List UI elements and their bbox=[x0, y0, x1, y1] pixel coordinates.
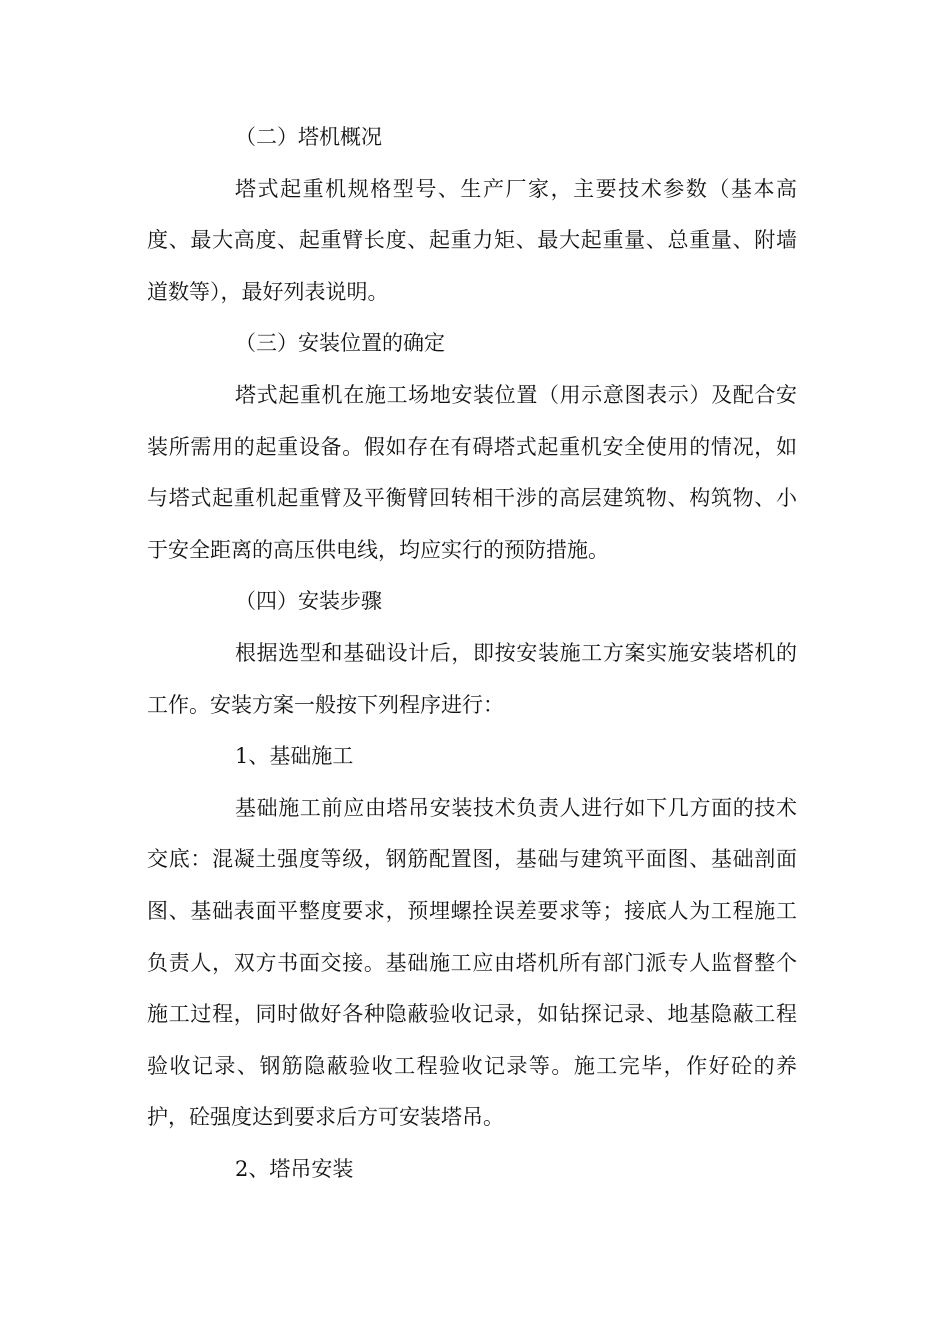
document-body bbox=[147, 112, 797, 1195]
section-heading-install-location: （三）安装位置的确定 bbox=[235, 331, 445, 356]
paragraph-crane-specs: 塔式起重机规格型号、生产厂家，主要技术参数（基本高度、最大高度、起重臂长度、起重力矩、最大起重量、总重量、附墙道数等），最好列表说明。 bbox=[147, 176, 797, 304]
paragraph-install-location: 塔式起重机在施工场地安装位置（用示意图表示）及配合安装所需用的起重设备。假如存在有碍塔式起重机安全使用的情况，如与塔式起重机起重臂及平衡臂回转相干涉的高层建筑物、构筑物、小于安全距离的高压供电线，均应实行的预防措施。 bbox=[147, 382, 797, 562]
section-heading-install-steps: （四）安装步骤 bbox=[235, 589, 382, 614]
subheading-foundation-construction: 1、基础施工 bbox=[235, 744, 354, 769]
paragraph-install-procedure: 根据选型和基础设计后，即按安装施工方案实施安装塔机的工作。安装方案一般按下列程序进行： bbox=[147, 640, 797, 717]
section-heading-tower-crane-overview: （二）塔机概况 bbox=[235, 125, 382, 149]
paragraph-foundation-construction: 基础施工前应由塔吊安装技术负责人进行如下几方面的技术交底：混凝土强度等级，钢筋配置图，基础与建筑平面图、基础剖面图、基础表面平整度要求，预埋螺拴误差要求等；接底人为工程施工负责人，双方书面交接。基础施工应由塔机所有部门派专人监督整个施工过程，同时做好各种隐蔽验收记录，如钻探记录、地基隐蔽工程验收记录、钢筋隐蔽验收工程验收记录等。施工完毕，作好砼的养护，砼强度达到要求后方可安装塔吊。 bbox=[147, 795, 797, 1130]
subheading-crane-installation: 2、塔吊安装 bbox=[235, 1156, 354, 1181]
